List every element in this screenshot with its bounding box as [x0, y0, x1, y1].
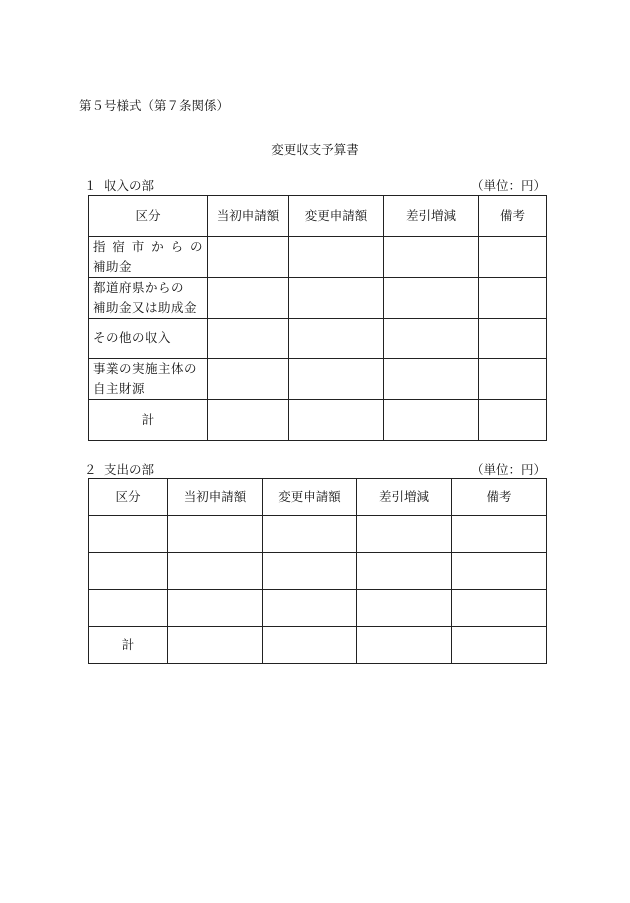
remarks-cell[interactable] — [479, 359, 547, 400]
income-total-row — [89, 400, 547, 441]
form-number: 第５号様式（第７条関係） — [79, 98, 230, 113]
category-cell[interactable] — [89, 553, 168, 590]
income-table — [88, 195, 547, 441]
row-label-line2: 補助金又は助成金 — [93, 299, 198, 315]
table-row — [89, 277, 547, 318]
income-section-title: 収入の部 — [104, 178, 155, 193]
category-cell[interactable] — [89, 516, 168, 553]
expense-section-number: ２ — [84, 462, 97, 477]
changed-amount-cell[interactable] — [289, 318, 384, 359]
difference-cell[interactable] — [357, 590, 452, 627]
difference-cell[interactable] — [357, 553, 452, 590]
total-label: 計 — [89, 400, 208, 441]
initial-amount-cell[interactable] — [168, 627, 263, 664]
column-header-changed-amount: 変更申請額 — [263, 479, 357, 516]
row-label-line2: 自主財源 — [93, 381, 146, 396]
initial-amount-cell[interactable] — [168, 516, 263, 553]
table-row — [89, 236, 547, 277]
changed-amount-cell[interactable] — [289, 400, 384, 441]
changed-amount-cell[interactable] — [263, 516, 357, 553]
difference-cell[interactable] — [384, 318, 479, 359]
income-header-row — [89, 196, 547, 237]
remarks-cell[interactable] — [479, 277, 547, 318]
row-label-line1: 指宿市からの — [93, 238, 203, 254]
row-label-line1: 事業の実施主体の — [93, 361, 198, 376]
remarks-cell[interactable] — [479, 236, 547, 277]
expense-header-row — [89, 479, 547, 516]
expense-unit-label: （単位：円） — [470, 462, 546, 477]
expense-section-header — [84, 460, 546, 478]
changed-amount-cell[interactable] — [263, 590, 357, 627]
income-unit-label: （単位：円） — [470, 178, 546, 193]
table-row — [89, 318, 547, 359]
difference-cell[interactable] — [384, 236, 479, 277]
column-header-changed-amount: 変更申請額 — [289, 196, 384, 237]
table-row — [89, 516, 547, 553]
column-header-category: 区分 — [89, 479, 168, 516]
document-title: 変更収支予算書 — [271, 142, 359, 157]
row-label-line1: その他の収入 — [93, 330, 172, 346]
table-row — [89, 553, 547, 590]
table-row — [89, 359, 547, 400]
table-row — [89, 590, 547, 627]
remarks-cell[interactable] — [452, 590, 547, 627]
initial-amount-cell[interactable] — [208, 236, 289, 277]
column-header-remarks: 備考 — [479, 196, 547, 237]
changed-amount-cell[interactable] — [263, 627, 357, 664]
column-header-initial-amount: 当初申請額 — [208, 196, 289, 237]
difference-cell[interactable] — [384, 277, 479, 318]
remarks-cell[interactable] — [479, 400, 547, 441]
expense-total-row — [89, 627, 547, 664]
initial-amount-cell[interactable] — [168, 553, 263, 590]
column-header-initial-amount: 当初申請額 — [168, 479, 263, 516]
remarks-cell[interactable] — [452, 553, 547, 590]
remarks-cell[interactable] — [452, 627, 547, 664]
row-label-own-funds — [89, 359, 208, 400]
difference-cell[interactable] — [384, 359, 479, 400]
total-label: 計 — [89, 627, 168, 664]
changed-amount-cell[interactable] — [289, 277, 384, 318]
row-label-line1: 都道府県からの — [93, 279, 185, 295]
initial-amount-cell[interactable] — [208, 318, 289, 359]
category-cell[interactable] — [89, 590, 168, 627]
column-header-category: 区分 — [89, 196, 208, 237]
changed-amount-cell[interactable] — [289, 359, 384, 400]
initial-amount-cell[interactable] — [168, 590, 263, 627]
difference-cell[interactable] — [357, 627, 452, 664]
column-header-difference: 差引増減 — [384, 196, 479, 237]
income-section-number: １ — [84, 178, 97, 193]
row-label-prefecture-subsidy — [89, 277, 208, 318]
initial-amount-cell[interactable] — [208, 400, 289, 441]
expense-table — [88, 478, 547, 664]
initial-amount-cell[interactable] — [208, 359, 289, 400]
row-label-other-income — [89, 318, 208, 359]
column-header-remarks: 備考 — [452, 479, 547, 516]
expense-section-title: 支出の部 — [104, 462, 155, 477]
difference-cell[interactable] — [384, 400, 479, 441]
changed-amount-cell[interactable] — [289, 236, 384, 277]
row-label-line2: 補助金 — [93, 258, 133, 274]
remarks-cell[interactable] — [479, 318, 547, 359]
initial-amount-cell[interactable] — [208, 277, 289, 318]
difference-cell[interactable] — [357, 516, 452, 553]
income-section-header — [84, 176, 546, 194]
column-header-difference: 差引増減 — [357, 479, 452, 516]
changed-amount-cell[interactable] — [263, 553, 357, 590]
row-label-city-subsidy — [89, 236, 208, 277]
remarks-cell[interactable] — [452, 516, 547, 553]
